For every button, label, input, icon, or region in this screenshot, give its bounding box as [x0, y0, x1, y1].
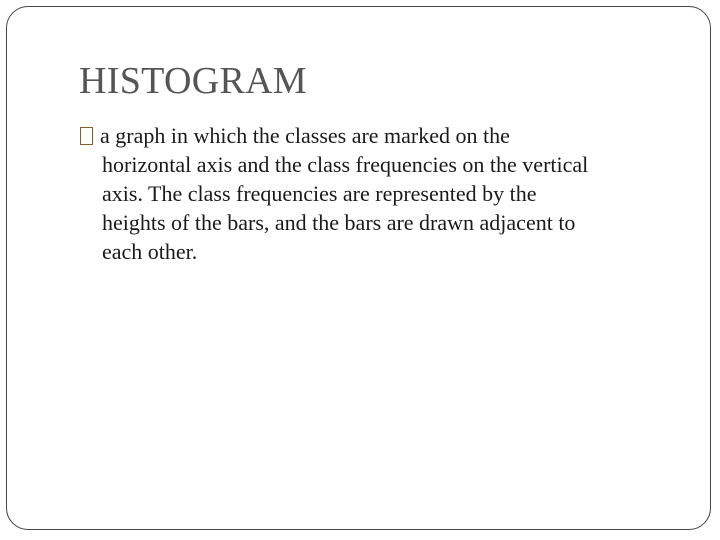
bullet-text-line-1: a graph in which the classes are marked on the	[100, 123, 510, 148]
bullet-text-line-5: each other.	[102, 239, 198, 264]
bullet-line	[80, 121, 680, 150]
bullet-text-line-4: heights of the bars, and the bars are drawn adjacent to	[102, 210, 576, 235]
bullet-glyph-icon	[80, 127, 93, 145]
bullet-text-line-2: horizontal axis and the class frequencies on the vertical	[102, 152, 589, 177]
bullet-item	[80, 121, 680, 266]
bullet-text-line-3: axis. The class frequencies are represented by the	[102, 181, 537, 206]
slide-title: HISTOGRAM	[79, 60, 307, 102]
